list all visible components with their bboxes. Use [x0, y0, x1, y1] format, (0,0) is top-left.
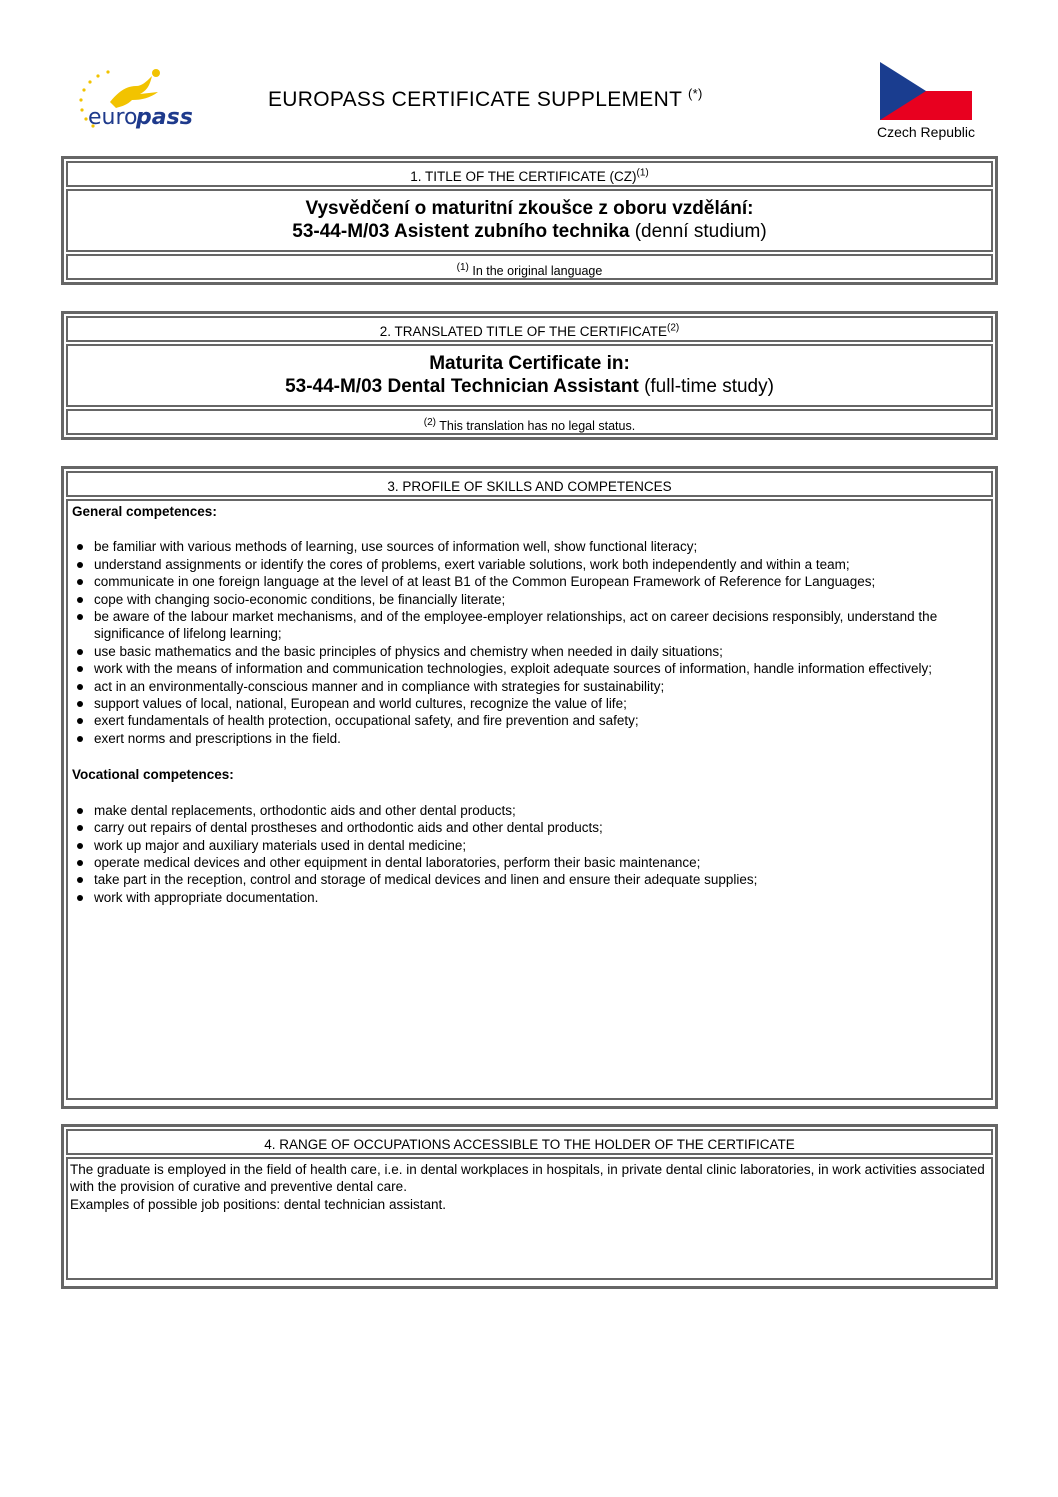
section-1-heading-text: 1. TITLE OF THE CERTIFICATE (CZ): [410, 169, 637, 184]
document-title-mark: (*): [687, 86, 703, 101]
country-label: Czech Republic: [876, 124, 976, 140]
general-competences-heading: General competences:: [72, 504, 217, 519]
list-item: exert fundamentals of health protection, occupational safety, and fire prevention and safety;: [72, 712, 987, 729]
section-2-title-line2-rest: (full-time study): [638, 376, 774, 397]
section-1-heading: [66, 161, 993, 187]
logo-text-euro: euro: [88, 105, 138, 130]
section-2-note: [66, 409, 993, 435]
vocational-competences-heading: Vocational competences:: [72, 767, 234, 783]
document-title-text: EUROPASS CERTIFICATE SUPPLEMENT: [268, 88, 682, 111]
section-4-content: [66, 1157, 993, 1280]
section-3-heading: 3. PROFILE OF SKILLS AND COMPETENCES: [66, 471, 993, 497]
list-item: act in an environmentally-conscious manner and in compliance with strategies for sustainability;: [72, 678, 987, 695]
section-1-title-line1: Vysvědčení o maturitní zkoušce z oboru vzdělání:: [305, 198, 754, 219]
section-1-note-text: In the original language: [468, 264, 603, 278]
document-title: [268, 86, 703, 112]
list-item: understand assignments or identify the cores of problems, exert variable solutions, work both independently and within a team;: [72, 556, 987, 573]
list-item: communicate in one foreign language at the level of at least B1 of the Common European Framework of Reference for Languages;: [72, 573, 987, 590]
section-2-title-line1: Maturita Certificate in:: [429, 353, 630, 374]
logo-text-pass: pass: [136, 105, 193, 130]
section-2-heading-text: 2. TRANSLATED TITLE OF THE CERTIFICATE: [379, 324, 668, 339]
section-3-content: [66, 499, 993, 1100]
section-2-heading: [66, 316, 993, 342]
list-item: take part in the reception, control and storage of medical devices and linen and ensure their adequate supplies;: [72, 871, 987, 888]
section-2-heading-mark: (2): [667, 322, 680, 334]
list-item: work with appropriate documentation.: [72, 889, 987, 906]
section-2-note-mark: (2): [423, 416, 437, 428]
section-1-title: [66, 189, 993, 252]
list-item: use basic mathematics and the basic principles of physics and chemistry when needed in daily situations;: [72, 643, 987, 660]
section-1-note: [66, 254, 993, 280]
job-positions-paragraph: Examples of possible job positions: dental technician assistant.: [70, 1196, 446, 1212]
section-2-note-text: This translation has no legal status.: [436, 419, 636, 433]
list-item: be familiar with various methods of learning, use sources of information well, show functional literacy;: [72, 538, 987, 555]
section-2-title-line2-bold: 53-44-M/03 Dental Technician Assistant: [285, 376, 639, 397]
section-1-note-mark: (1): [456, 261, 469, 273]
occupations-paragraph: The graduate is employed in the field of health care, i.e. in dental workplaces in hospitals, in private dental clinic laboratories, in work activities associated with the provision of curative and preventive dental care.: [70, 1162, 985, 1195]
list-item: support values of local, national, European and world cultures, recognize the value of life;: [72, 695, 987, 712]
section-4-heading: 4. RANGE OF OCCUPATIONS ACCESSIBLE TO THE HOLDER OF THE CERTIFICATE: [66, 1129, 993, 1155]
list-item: cope with changing socio-economic conditions, be financially literate;: [72, 591, 987, 608]
list-item: operate medical devices and other equipment in dental laboratories, perform their basic maintenance;: [72, 854, 987, 871]
section-1-title-line2-rest: (denní studium): [629, 221, 767, 242]
section-title-of-certificate: [61, 156, 998, 285]
section-1-heading-mark: (1): [636, 167, 649, 179]
europass-logo: [70, 62, 210, 142]
general-competences-list: [72, 538, 987, 747]
list-item: exert norms and prescriptions in the field.: [72, 730, 987, 747]
section-range-of-occupations: [61, 1124, 998, 1289]
list-item: work up major and auxiliary materials used in dental medicine;: [72, 837, 987, 854]
list-item: be aware of the labour market mechanisms, and of the employee-employer relationships, act on career decisions responsibly, understand the significance of lifelong learning;: [72, 608, 987, 643]
section-1-title-line2-bold: 53-44-M/03 Asistent zubního technika: [292, 221, 630, 242]
section-translated-title: [61, 311, 998, 440]
section-2-title: [66, 344, 993, 407]
section-profile-of-skills: [61, 466, 998, 1109]
list-item: carry out repairs of dental prostheses and orthodontic aids and other dental products;: [72, 819, 987, 836]
czech-flag-icon: [880, 62, 972, 120]
list-item: work with the means of information and communication technologies, exploit adequate sources of information, handle information effectively;: [72, 660, 987, 677]
page-header: [0, 0, 1058, 150]
list-item: make dental replacements, orthodontic aids and other dental products;: [72, 802, 987, 819]
vocational-competences-list: [72, 802, 987, 906]
